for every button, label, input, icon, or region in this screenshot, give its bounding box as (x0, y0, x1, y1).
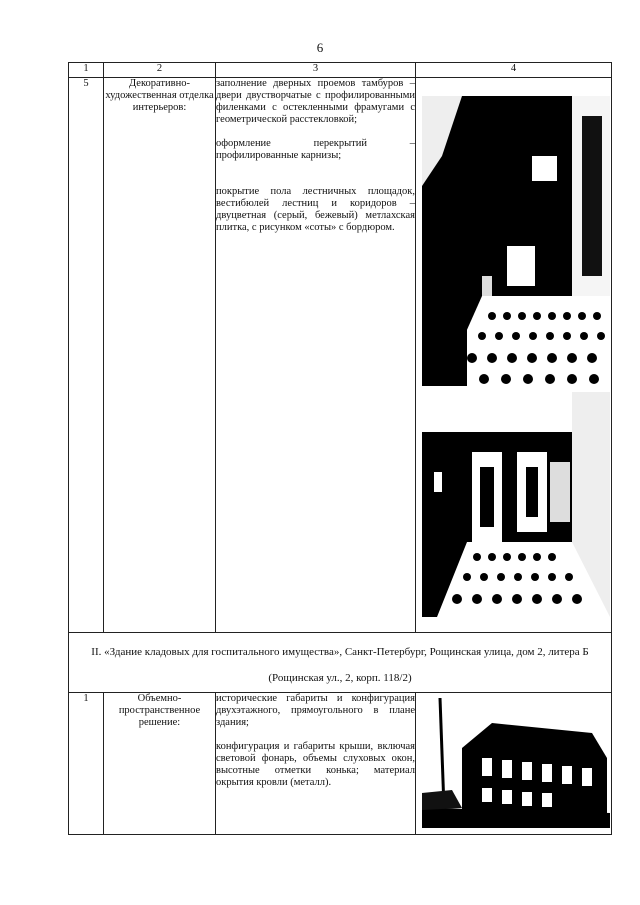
interior-photo-corridor (422, 392, 610, 617)
column-header-1: 1 (69, 63, 104, 78)
section-row (69, 633, 612, 693)
table-row (69, 693, 612, 835)
row-title: Декоративно-художественная отделка интерьеров: (104, 78, 216, 633)
interior-photo-hallway (422, 96, 610, 386)
row-description (216, 78, 416, 633)
row-number: 1 (69, 693, 104, 835)
photo-cell (416, 693, 612, 835)
column-header-2: 2 (104, 63, 216, 78)
header-row (69, 63, 612, 78)
page-number: 6 (316, 40, 324, 55)
building-exterior-photo (422, 698, 610, 828)
description-paragraph: конфигурация и габариты крыши, включая световой фонарь, объемы слуховых окон, высотные отметки конька; материал окрытия кровли (металл). (216, 741, 415, 788)
description-paragraph: исторические габариты и конфигурация двухэтажного, прямоугольного в плане здания; (216, 693, 415, 728)
row-number: 5 (69, 78, 104, 633)
row-title: Объемно-пространственное решение: (104, 693, 216, 835)
photo-cell (416, 78, 612, 633)
column-header-4: 4 (416, 63, 612, 78)
table-row (69, 78, 612, 633)
column-header-3: 3 (216, 63, 416, 78)
description-paragraph: заполнение дверных проемов тамбуров – двери двустворчатые с профилированными филенками с остекленными фрамугами с геометрической расстекловкой; (216, 78, 415, 125)
description-paragraph: оформление перекрытий – профилированные карнизы; (216, 138, 415, 161)
description-paragraph: покрытие пола лестничных площадок, вестибюлей лестниц и коридоров – двуцветная (серый, бежевый) метлахская плитка, с рисунком «соты» с бордюром. (216, 186, 415, 233)
section-subtitle: (Рощинская ул., 2, корп. 118/2) (268, 672, 412, 684)
row-description (216, 693, 416, 835)
section-title: II. «Здание кладовых для госпитального имущества», Санкт-Петербург, Рощинская улица, дом 2, литера Б (91, 646, 589, 658)
monuments-table (68, 62, 612, 835)
section-heading (69, 633, 612, 693)
